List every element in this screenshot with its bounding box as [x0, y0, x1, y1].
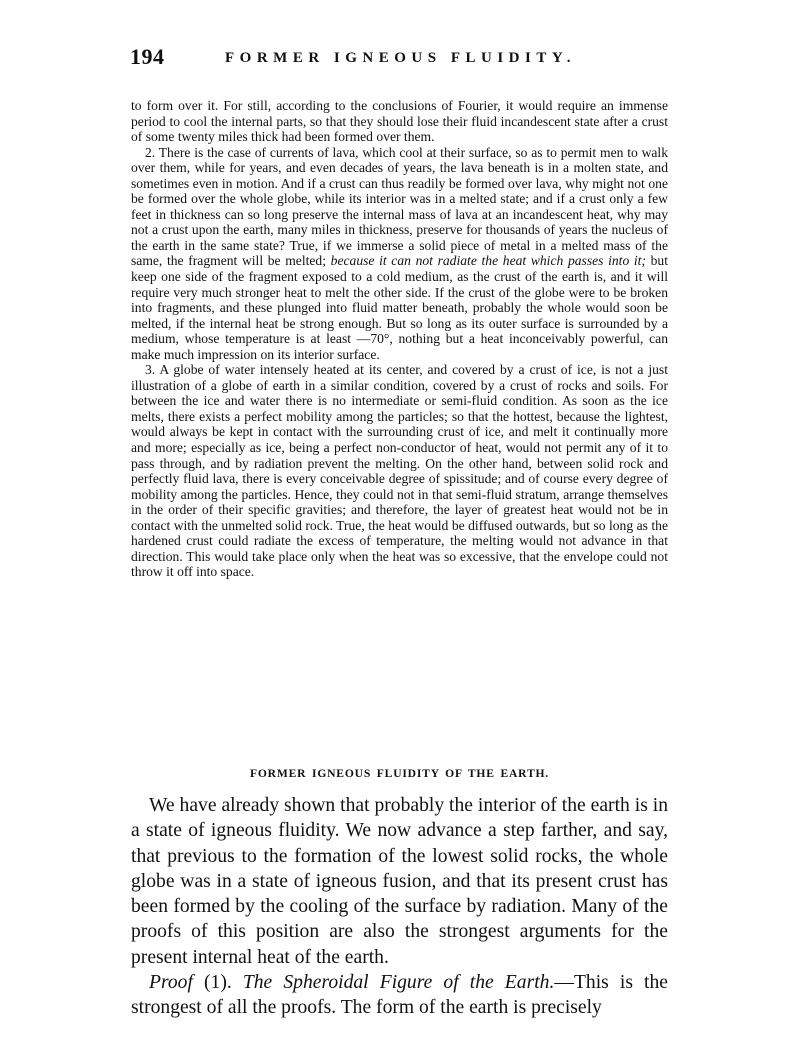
- section-heading: FORMER IGNEOUS FLUIDITY OF THE EARTH.: [249, 767, 549, 780]
- paragraph: [131, 970, 668, 1021]
- text-run: 3. A globe of water intensely heated at its center, and covered by a crust of ice, is not a just illustration of a globe of earth in a similar condition, covered by a crust of rocks and soils. For between the ice and water there is no intermediate or semi-fluid condition. As soon as the ice melts, there exists a perfect mobility among the particles; so that the hottest, because the lightest, would always be kept in contact with the surrounding crust of ice, and melt it continually more and more; especially as ice, being a perfect non-conductor of heat, would not permit any of it to pass through, and by radiation prevent the melting. On the other hand, between solid rock and perfectly fluid lava, there is every conceivable degree of spissitude; and of course every degree of mobility among the particles. Hence, they could not in that semi-fluid stratum, arrange themselves in the order of their specific gravities; and therefore, the layer of greatest heat would not be in contact with the unmelted solid rock. True, the heat would be diffused outwards, but so long as the hardened crust could radiate the excess of temperature, the melting would not advance in that direction. This would take place only when the heat was so excessive, that the envelope could not throw it off into space.: [131, 362, 668, 580]
- italic-text: Proof: [149, 972, 193, 994]
- running-head: FORMER IGNEOUS FLUIDITY.: [225, 50, 577, 66]
- paragraph: [131, 793, 668, 970]
- body-text: [131, 793, 668, 1021]
- text-run: 2. There is the case of currents of lava, which cool at their surface, so as to permit men to walk over them, while for years, and even decades of years, the lava beneath is in a molten state, and sometimes even in motion. And if a crust can thus readily be formed over lava, why might not one be formed over the whole globe, while its interior was in a melted state; and if a crust only a few feet in thickness can so long preserve the internal mass of lava at an incandescent heat, why may not a crust upon the earth, many miles in thickness, preserve for thousands of years the nucleus of the earth in the same state? True, if we immerse a solid piece of metal in a melted mass of the same, the fragment will be melted;: [131, 144, 668, 269]
- text-run: but keep one side of the fragment exposed to a cold medium, as the crust of the earth is, and it will require very much stronger heat to melt the other side. If the crust of the globe were to be broken into fragments, and these plunged into fluid matter beneath, probably the whole would soon be melted, if the internal heat be strong enough. But so long as its outer surface is surrounded by a medium, whose temperature is at least —70°, nothing but a heat inconceivably powerful, can make much impression on its interior surface.: [131, 253, 668, 362]
- text-run: We have already shown that probably the interior of the earth is in a state of igneous fluidity. We now advance a step farther, and say, that previous to the formation of the lowest solid rocks, the whole globe was in a state of igneous fusion, and that its present crust has been formed by the cooling of the surface by radiation. Many of the proofs of this position are also the strongest arguments for the present internal heat of the earth.: [131, 795, 668, 968]
- italic-text: because it can not radiate the heat which passes into it;: [330, 253, 646, 269]
- italic-text: The Spheroidal Figure of the Earth.: [242, 972, 555, 994]
- small-print-text: [131, 98, 668, 580]
- text-run: —This is the strongest of all the proofs. The form of the earth is precisely: [131, 972, 668, 1019]
- paragraph: [131, 362, 668, 580]
- text-run: to form over it. For still, according to the conclusions of Fourier, it would require an immense period to cool the internal parts, so that they should lose their fluid incandescent state after a crust of some twenty miles thick had been formed over them.: [131, 98, 668, 145]
- page-number: 194: [130, 44, 165, 69]
- paragraph: [131, 145, 668, 363]
- text-run: (1).: [192, 972, 243, 994]
- page-header: [130, 44, 670, 74]
- paragraph: [131, 98, 668, 145]
